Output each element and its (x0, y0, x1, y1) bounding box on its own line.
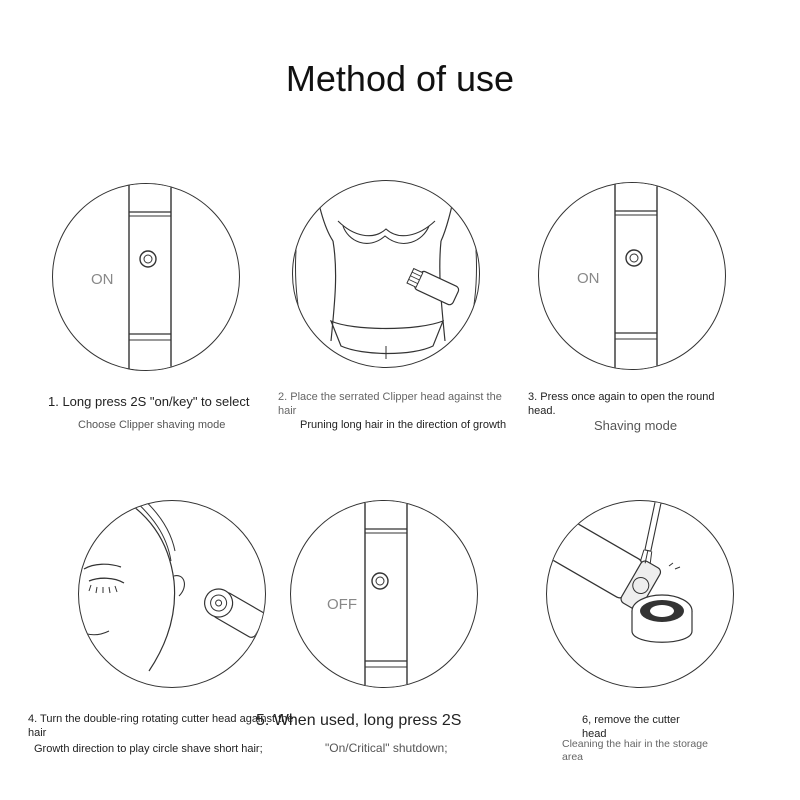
cleaning-drawing (547, 501, 733, 687)
shaver-on-drawing (539, 183, 725, 369)
shaver-on-drawing (53, 184, 239, 370)
rotary-head-icon (199, 584, 265, 639)
body-trimming-drawing (293, 181, 479, 367)
step6-caption: 6, remove the cutter head (582, 714, 680, 740)
shaver-body-icon (547, 510, 662, 612)
step4-subcaption: Growth direction to play circle shave short hair; (34, 743, 263, 755)
step5-caption: 5. When used, long press 2S (256, 712, 462, 729)
step1-illustration (52, 183, 240, 371)
step1-caption: 1. Long press 2S "on/key" to select (48, 394, 250, 409)
shaver-off-drawing (291, 501, 477, 687)
step3-caption: 3. Press once again to open the round head. (528, 391, 715, 417)
off-label: OFF (327, 596, 357, 613)
on-label: ON (91, 271, 114, 288)
page-title: Method of use (285, 58, 515, 99)
step3-subcaption: Shaving mode (594, 418, 678, 433)
step5-illustration (290, 500, 478, 688)
step2-caption: 2. Place the serrated Clipper head against the hair (278, 391, 502, 417)
step4-illustration (78, 500, 266, 688)
step2-illustration (292, 180, 480, 368)
step1-subcaption: Choose Clipper shaving mode (78, 419, 226, 431)
cutter-head-icon (632, 595, 692, 642)
step4-caption: 4. Turn the double-ring rotating cutter head against the hair (28, 713, 294, 739)
on-label: ON (577, 270, 600, 287)
trimmer-head-icon (406, 267, 460, 306)
face-shaving-drawing (79, 501, 265, 687)
step2-subcaption: Pruning long hair in the direction of growth (300, 419, 507, 431)
step3-illustration (538, 182, 726, 370)
brush-icon (640, 501, 665, 564)
step5-subcaption: "On/Critical" shutdown; (325, 741, 448, 755)
step6-subcaption: Cleaning the hair in the storage area (562, 738, 708, 763)
step6-illustration (546, 500, 734, 688)
